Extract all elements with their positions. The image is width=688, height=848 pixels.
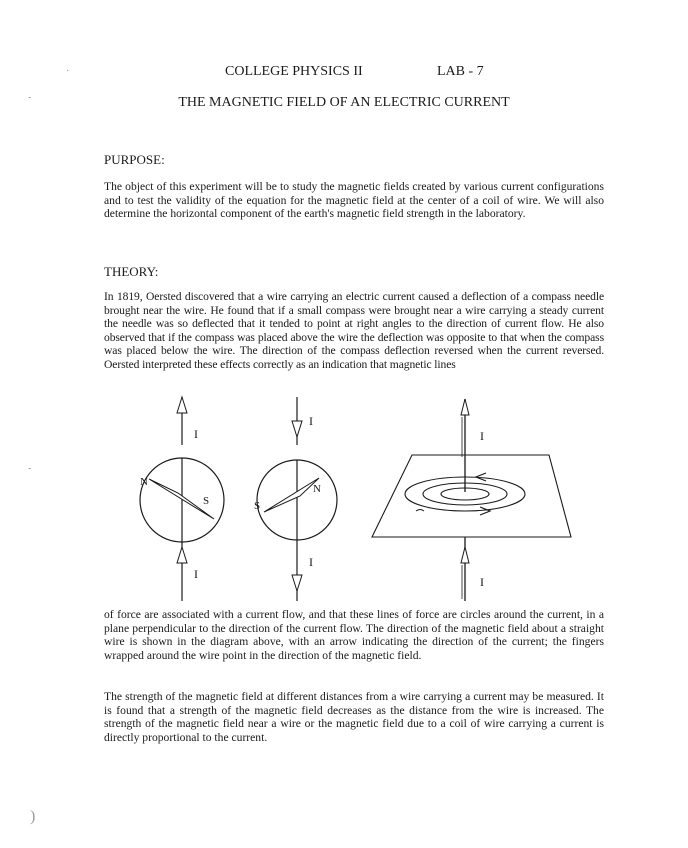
compass-needle-icon	[264, 478, 319, 512]
current-arrow-up-icon	[461, 547, 469, 563]
theory-heading: THEORY:	[104, 264, 159, 279]
north-label: N	[313, 483, 321, 495]
north-label: N	[140, 476, 148, 488]
purpose-heading: PURPOSE:	[104, 152, 165, 167]
compass-current-down	[254, 397, 337, 601]
header-line	[0, 64, 688, 84]
current-label: I	[480, 575, 484, 589]
current-arrow-up-icon	[177, 397, 187, 413]
theory-paragraph-2: of force are associated with a current flow, and that these lines of force are circles around the current, in a plane perpendicular to the direction of the current flow. The direction of the magnetic field about a straight wire is shown in the diagram above, with an arrow indicating the direction of the current; the fingers wrapped around the wire point in the direction of the magnetic field.	[104, 608, 604, 662]
scan-speck: -	[28, 463, 32, 474]
current-arrow-up-icon	[177, 547, 187, 563]
plane	[372, 455, 571, 537]
theory-paragraph-3: The strength of the magnetic field at different distances from a wire carrying a current may be measured. It is found that a strength of the magnetic field decreases as the distance from the wire is increased. The strength of the magnetic field near a wire or the magnetic field due to a coil of wire carrying a current is directly proportional to the current.	[104, 690, 604, 744]
current-label: I	[194, 427, 198, 441]
lab-number: LAB - 7	[437, 64, 484, 79]
course-title: COLLEGE PHYSICS II	[225, 64, 363, 79]
scan-speck: ·	[66, 66, 70, 77]
scan-speck: )	[30, 808, 36, 825]
current-arrow-down-icon	[292, 421, 302, 437]
field-lines-plane	[372, 399, 571, 601]
compass-current-up	[140, 397, 224, 601]
current-label: I	[309, 555, 313, 569]
current-label: I	[309, 414, 313, 428]
page-title: THE MAGNETIC FIELD OF AN ELECTRIC CURRENT	[178, 95, 510, 110]
scan-speck: -	[28, 92, 32, 103]
oersted-diagram	[120, 395, 590, 607]
purpose-paragraph: The object of this experiment will be to study the magnetic fields created by various current configurations and to test the validity of the equation for the magnetic field at the center of a coil of wire. We will also determine the horizontal component of the earth's magnetic field strength in the laboratory.	[104, 180, 604, 221]
current-arrow-up-icon	[461, 399, 469, 415]
current-label: I	[480, 429, 484, 443]
current-arrow-down-icon	[292, 575, 302, 591]
south-label: S	[254, 500, 261, 512]
current-label: I	[194, 567, 198, 581]
theory-paragraph-1: In 1819, Oersted discovered that a wire carrying an electric current caused a deflection of a compass needle brought near the wire. He found that if a small compass were brought near a wire carrying a steady current the needle was so deflected that it tended to point at right angles to the direction of current flow. He also observed that if the compass was placed above the wire the deflection was opposite to that when the compass was placed below the wire. The direction of the compass deflection reversed when the current reversed. Oersted interpreted these effects correctly as an indication that magnetic lines	[104, 290, 604, 371]
south-label: S	[203, 495, 210, 507]
